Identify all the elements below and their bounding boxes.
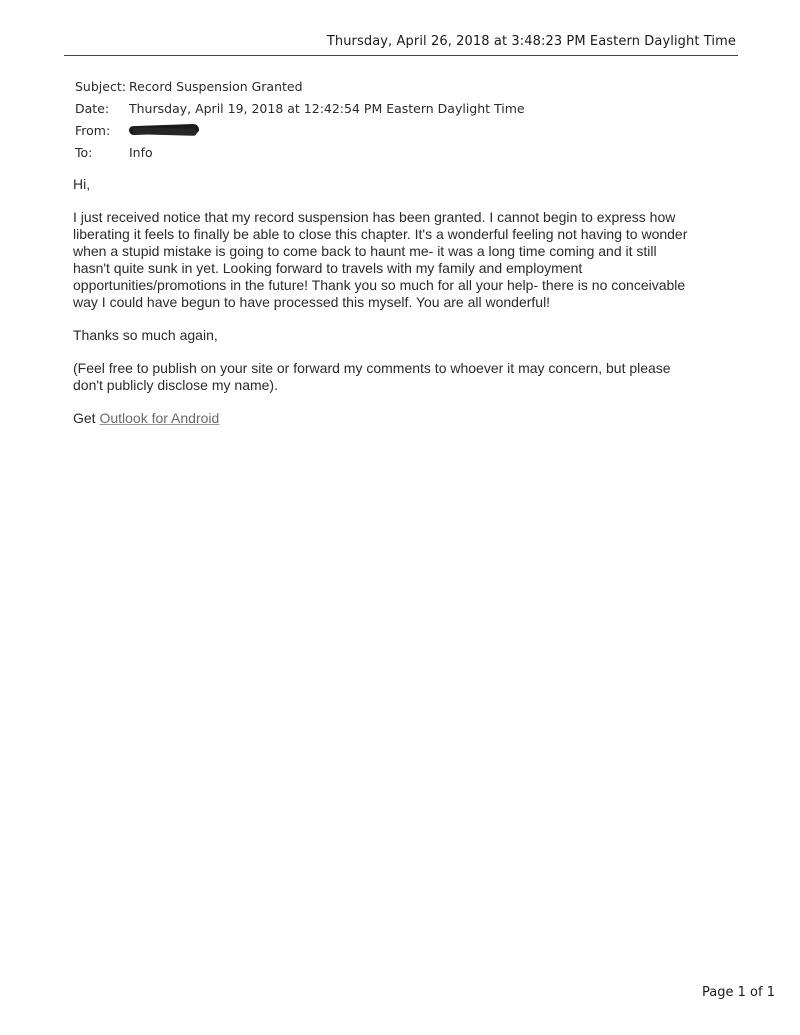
date-value: Thursday, April 19, 2018 at 12:42:54 PM Eastern Daylight Time — [129, 100, 525, 116]
print-header-timestamp: Thursday, April 26, 2018 at 3:48:23 PM Eastern Daylight Time — [326, 34, 736, 49]
to-value: Info — [129, 144, 153, 160]
redacted-sender-name — [129, 124, 201, 137]
subject-label: Subject: — [75, 78, 126, 94]
page-number: Page 1 of 1 — [702, 985, 775, 1000]
to-row — [75, 141, 525, 163]
to-label: To: — [75, 144, 93, 160]
body-paragraph-2: (Feel free to publish on your site or forward my comments to whoever it may concern, but please don't publicly disclose my name). — [73, 360, 671, 393]
date-label: Date: — [75, 100, 110, 116]
email-body — [73, 176, 733, 443]
thanks-line: Thanks so much again, — [73, 327, 218, 343]
signature-prefix: Get — [73, 410, 100, 426]
from-row — [75, 119, 525, 141]
date-row — [75, 97, 525, 119]
email-header — [75, 75, 525, 163]
header-divider — [64, 55, 738, 56]
subject-row — [75, 75, 525, 97]
outlook-for-android-link[interactable]: Outlook for Android — [99, 410, 220, 426]
subject-value: Record Suspension Granted — [129, 78, 303, 94]
greeting: Hi, — [73, 176, 91, 192]
signature-line — [73, 410, 733, 427]
body-paragraph-1: I just received notice that my record suspension has been granted. I cannot begin to express how liberating it feels to finally be able to close this chapter. It's a wonderful feeling not having to wonder when a stupid mistake is going to come back to haunt me- it was a long time coming and it still hasn't quite sunk in yet. Looking forward to travels with my family and employment opportunities/promotions in the future! Thank you so much for all your help- there is no conceivable way I could have begun to have processed this myself. You are all wonderful! — [73, 209, 688, 310]
from-label: From: — [75, 122, 111, 138]
